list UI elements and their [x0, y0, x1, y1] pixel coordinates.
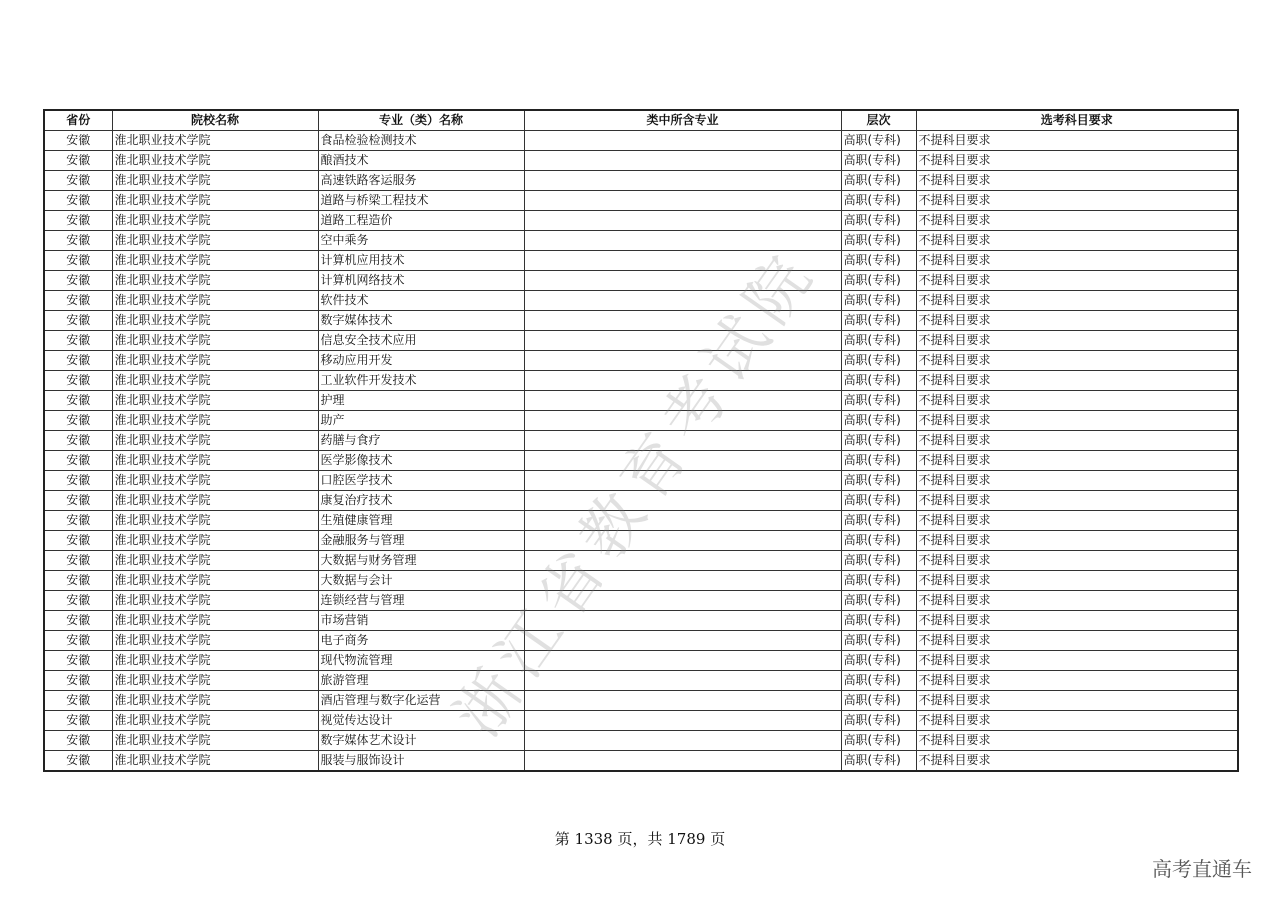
cell-sub-majors [524, 291, 841, 311]
cell-sub-majors [524, 631, 841, 651]
cell-school: 淮北职业技术学院 [112, 411, 318, 431]
cell-requirement: 不提科目要求 [916, 571, 1238, 591]
cell-major: 现代物流管理 [318, 651, 524, 671]
cell-school: 淮北职业技术学院 [112, 571, 318, 591]
cell-province: 安徽 [44, 391, 112, 411]
cell-school: 淮北职业技术学院 [112, 451, 318, 471]
cell-level: 高职(专科) [841, 231, 916, 251]
cell-requirement: 不提科目要求 [916, 171, 1238, 191]
table-row [44, 131, 1238, 151]
table-row [44, 651, 1238, 671]
cell-level: 高职(专科) [841, 391, 916, 411]
cell-major: 食品检验检测技术 [318, 131, 524, 151]
cell-requirement: 不提科目要求 [916, 431, 1238, 451]
cell-major: 酿酒技术 [318, 151, 524, 171]
cell-province: 安徽 [44, 751, 112, 772]
table-row [44, 471, 1238, 491]
table-row [44, 511, 1238, 531]
cell-province: 安徽 [44, 271, 112, 291]
cell-school: 淮北职业技术学院 [112, 311, 318, 331]
header-major: 专业（类）名称 [318, 110, 524, 131]
cell-province: 安徽 [44, 671, 112, 691]
cell-requirement: 不提科目要求 [916, 671, 1238, 691]
table-row [44, 591, 1238, 611]
table-row [44, 211, 1238, 231]
cell-major: 工业软件开发技术 [318, 371, 524, 391]
header-province: 省份 [44, 110, 112, 131]
watermark: 浙江省教育考试院 [440, 235, 831, 750]
cell-level: 高职(专科) [841, 671, 916, 691]
cell-requirement: 不提科目要求 [916, 511, 1238, 531]
table-row [44, 631, 1238, 651]
table-row [44, 711, 1238, 731]
cell-major: 电子商务 [318, 631, 524, 651]
cell-requirement: 不提科目要求 [916, 291, 1238, 311]
cell-sub-majors [524, 191, 841, 211]
cell-sub-majors [524, 131, 841, 151]
table-row [44, 251, 1238, 271]
cell-requirement: 不提科目要求 [916, 371, 1238, 391]
cell-province: 安徽 [44, 291, 112, 311]
cell-sub-majors [524, 471, 841, 491]
table-row [44, 451, 1238, 471]
cell-requirement: 不提科目要求 [916, 311, 1238, 331]
cell-school: 淮北职业技术学院 [112, 751, 318, 772]
cell-major: 数字媒体艺术设计 [318, 731, 524, 751]
page-footer: 第 1338 页，共 1789 页 [554, 830, 726, 848]
cell-sub-majors [524, 611, 841, 631]
cell-level: 高职(专科) [841, 211, 916, 231]
cell-school: 淮北职业技术学院 [112, 231, 318, 251]
cell-level: 高职(专科) [841, 571, 916, 591]
cell-level: 高职(专科) [841, 551, 916, 571]
cell-level: 高职(专科) [841, 191, 916, 211]
cell-requirement: 不提科目要求 [916, 731, 1238, 751]
table-row [44, 431, 1238, 451]
cell-school: 淮北职业技术学院 [112, 191, 318, 211]
cell-major: 道路与桥梁工程技术 [318, 191, 524, 211]
cell-sub-majors [524, 391, 841, 411]
cell-level: 高职(专科) [841, 151, 916, 171]
cell-school: 淮北职业技术学院 [112, 151, 318, 171]
cell-province: 安徽 [44, 611, 112, 631]
cell-province: 安徽 [44, 311, 112, 331]
cell-school: 淮北职业技术学院 [112, 251, 318, 271]
table-row [44, 551, 1238, 571]
cell-province: 安徽 [44, 591, 112, 611]
cell-sub-majors [524, 351, 841, 371]
cell-school: 淮北职业技术学院 [112, 651, 318, 671]
cell-province: 安徽 [44, 491, 112, 511]
cell-level: 高职(专科) [841, 751, 916, 772]
cell-major: 计算机应用技术 [318, 251, 524, 271]
cell-sub-majors [524, 431, 841, 451]
cell-requirement: 不提科目要求 [916, 251, 1238, 271]
table-row [44, 731, 1238, 751]
cell-sub-majors [524, 551, 841, 571]
cell-sub-majors [524, 711, 841, 731]
cell-sub-majors [524, 231, 841, 251]
cell-requirement: 不提科目要求 [916, 751, 1238, 772]
cell-level: 高职(专科) [841, 471, 916, 491]
cell-sub-majors [524, 311, 841, 331]
table-row [44, 751, 1238, 772]
cell-school: 淮北职业技术学院 [112, 671, 318, 691]
cell-school: 淮北职业技术学院 [112, 291, 318, 311]
cell-province: 安徽 [44, 131, 112, 151]
cell-level: 高职(专科) [841, 351, 916, 371]
cell-school: 淮北职业技术学院 [112, 611, 318, 631]
cell-school: 淮北职业技术学院 [112, 471, 318, 491]
cell-requirement: 不提科目要求 [916, 331, 1238, 351]
table-row [44, 611, 1238, 631]
cell-province: 安徽 [44, 231, 112, 251]
table-row [44, 291, 1238, 311]
admission-table [43, 109, 1239, 772]
cell-sub-majors [524, 151, 841, 171]
cell-province: 安徽 [44, 631, 112, 651]
cell-major: 软件技术 [318, 291, 524, 311]
cell-requirement: 不提科目要求 [916, 191, 1238, 211]
cell-level: 高职(专科) [841, 331, 916, 351]
cell-major: 口腔医学技术 [318, 471, 524, 491]
table-body [44, 131, 1238, 772]
cell-level: 高职(专科) [841, 431, 916, 451]
cell-requirement: 不提科目要求 [916, 131, 1238, 151]
table-row [44, 351, 1238, 371]
table-row [44, 311, 1238, 331]
cell-province: 安徽 [44, 471, 112, 491]
cell-level: 高职(专科) [841, 491, 916, 511]
cell-requirement: 不提科目要求 [916, 351, 1238, 371]
cell-level: 高职(专科) [841, 371, 916, 391]
cell-province: 安徽 [44, 351, 112, 371]
cell-level: 高职(专科) [841, 271, 916, 291]
cell-major: 护理 [318, 391, 524, 411]
cell-sub-majors [524, 411, 841, 431]
cell-sub-majors [524, 171, 841, 191]
cell-sub-majors [524, 211, 841, 231]
cell-school: 淮北职业技术学院 [112, 631, 318, 651]
cell-level: 高职(专科) [841, 531, 916, 551]
cell-major: 高速铁路客运服务 [318, 171, 524, 191]
cell-level: 高职(专科) [841, 591, 916, 611]
cell-requirement: 不提科目要求 [916, 551, 1238, 571]
cell-school: 淮北职业技术学院 [112, 691, 318, 711]
table-row [44, 271, 1238, 291]
cell-province: 安徽 [44, 171, 112, 191]
cell-level: 高职(专科) [841, 411, 916, 431]
cell-major: 大数据与会计 [318, 571, 524, 591]
table-header-row [44, 110, 1238, 131]
cell-sub-majors [524, 251, 841, 271]
cell-level: 高职(专科) [841, 651, 916, 671]
cell-province: 安徽 [44, 711, 112, 731]
cell-sub-majors [524, 511, 841, 531]
cell-sub-majors [524, 591, 841, 611]
cell-level: 高职(专科) [841, 691, 916, 711]
cell-school: 淮北职业技术学院 [112, 171, 318, 191]
cell-major: 药膳与食疗 [318, 431, 524, 451]
cell-sub-majors [524, 691, 841, 711]
cell-requirement: 不提科目要求 [916, 211, 1238, 231]
cell-school: 淮北职业技术学院 [112, 511, 318, 531]
cell-level: 高职(专科) [841, 311, 916, 331]
cell-level: 高职(专科) [841, 731, 916, 751]
cell-sub-majors [524, 491, 841, 511]
table-row [44, 371, 1238, 391]
cell-requirement: 不提科目要求 [916, 531, 1238, 551]
cell-sub-majors [524, 271, 841, 291]
cell-level: 高职(专科) [841, 251, 916, 271]
table-row [44, 391, 1238, 411]
cell-requirement: 不提科目要求 [916, 711, 1238, 731]
cell-sub-majors [524, 751, 841, 772]
cell-province: 安徽 [44, 191, 112, 211]
cell-province: 安徽 [44, 151, 112, 171]
cell-major: 医学影像技术 [318, 451, 524, 471]
cell-sub-majors [524, 331, 841, 351]
cell-major: 康复治疗技术 [318, 491, 524, 511]
cell-level: 高职(专科) [841, 631, 916, 651]
cell-requirement: 不提科目要求 [916, 491, 1238, 511]
cell-requirement: 不提科目要求 [916, 471, 1238, 491]
cell-province: 安徽 [44, 211, 112, 231]
cell-level: 高职(专科) [841, 451, 916, 471]
cell-province: 安徽 [44, 571, 112, 591]
cell-school: 淮北职业技术学院 [112, 371, 318, 391]
cell-school: 淮北职业技术学院 [112, 491, 318, 511]
cell-requirement: 不提科目要求 [916, 231, 1238, 251]
table-row [44, 331, 1238, 351]
cell-school: 淮北职业技术学院 [112, 431, 318, 451]
cell-requirement: 不提科目要求 [916, 391, 1238, 411]
cell-major: 数字媒体技术 [318, 311, 524, 331]
table-row [44, 411, 1238, 431]
cell-school: 淮北职业技术学院 [112, 211, 318, 231]
header-sub-majors: 类中所含专业 [524, 110, 841, 131]
cell-province: 安徽 [44, 691, 112, 711]
cell-major: 连锁经营与管理 [318, 591, 524, 611]
cell-province: 安徽 [44, 431, 112, 451]
cell-school: 淮北职业技术学院 [112, 271, 318, 291]
cell-level: 高职(专科) [841, 291, 916, 311]
table-row [44, 571, 1238, 591]
cell-major: 视觉传达设计 [318, 711, 524, 731]
cell-major: 信息安全技术应用 [318, 331, 524, 351]
cell-requirement: 不提科目要求 [916, 591, 1238, 611]
cell-major: 金融服务与管理 [318, 531, 524, 551]
cell-major: 酒店管理与数字化运营 [318, 691, 524, 711]
cell-major: 移动应用开发 [318, 351, 524, 371]
cell-province: 安徽 [44, 331, 112, 351]
cell-requirement: 不提科目要求 [916, 691, 1238, 711]
cell-major: 生殖健康管理 [318, 511, 524, 531]
cell-level: 高职(专科) [841, 711, 916, 731]
cell-major: 服装与服饰设计 [318, 751, 524, 772]
brand-logo-text: 高考直通车 [1152, 857, 1252, 881]
cell-requirement: 不提科目要求 [916, 411, 1238, 431]
header-school: 院校名称 [112, 110, 318, 131]
cell-level: 高职(专科) [841, 511, 916, 531]
cell-requirement: 不提科目要求 [916, 271, 1238, 291]
table-row [44, 171, 1238, 191]
cell-province: 安徽 [44, 371, 112, 391]
cell-school: 淮北职业技术学院 [112, 331, 318, 351]
cell-school: 淮北职业技术学院 [112, 391, 318, 411]
cell-school: 淮北职业技术学院 [112, 351, 318, 371]
cell-requirement: 不提科目要求 [916, 611, 1238, 631]
cell-level: 高职(专科) [841, 611, 916, 631]
cell-major: 计算机网络技术 [318, 271, 524, 291]
cell-school: 淮北职业技术学院 [112, 731, 318, 751]
table-row [44, 191, 1238, 211]
table-row [44, 691, 1238, 711]
cell-requirement: 不提科目要求 [916, 151, 1238, 171]
cell-school: 淮北职业技术学院 [112, 711, 318, 731]
cell-sub-majors [524, 531, 841, 551]
cell-school: 淮北职业技术学院 [112, 131, 318, 151]
header-requirement: 选考科目要求 [916, 110, 1238, 131]
cell-requirement: 不提科目要求 [916, 631, 1238, 651]
cell-requirement: 不提科目要求 [916, 451, 1238, 471]
cell-province: 安徽 [44, 451, 112, 471]
cell-major: 道路工程造价 [318, 211, 524, 231]
table-row [44, 531, 1238, 551]
cell-major: 空中乘务 [318, 231, 524, 251]
cell-level: 高职(专科) [841, 171, 916, 191]
table-row [44, 231, 1238, 251]
cell-school: 淮北职业技术学院 [112, 591, 318, 611]
cell-province: 安徽 [44, 511, 112, 531]
cell-province: 安徽 [44, 251, 112, 271]
table-row [44, 671, 1238, 691]
table-row [44, 491, 1238, 511]
cell-sub-majors [524, 371, 841, 391]
cell-major: 大数据与财务管理 [318, 551, 524, 571]
cell-province: 安徽 [44, 651, 112, 671]
cell-province: 安徽 [44, 551, 112, 571]
cell-sub-majors [524, 571, 841, 591]
cell-major: 市场营销 [318, 611, 524, 631]
cell-sub-majors [524, 731, 841, 751]
cell-province: 安徽 [44, 411, 112, 431]
cell-sub-majors [524, 451, 841, 471]
cell-level: 高职(专科) [841, 131, 916, 151]
cell-sub-majors [524, 651, 841, 671]
cell-school: 淮北职业技术学院 [112, 551, 318, 571]
cell-school: 淮北职业技术学院 [112, 531, 318, 551]
cell-province: 安徽 [44, 531, 112, 551]
cell-requirement: 不提科目要求 [916, 651, 1238, 671]
cell-province: 安徽 [44, 731, 112, 751]
cell-major: 助产 [318, 411, 524, 431]
header-level: 层次 [841, 110, 916, 131]
table-row [44, 151, 1238, 171]
cell-sub-majors [524, 671, 841, 691]
cell-major: 旅游管理 [318, 671, 524, 691]
